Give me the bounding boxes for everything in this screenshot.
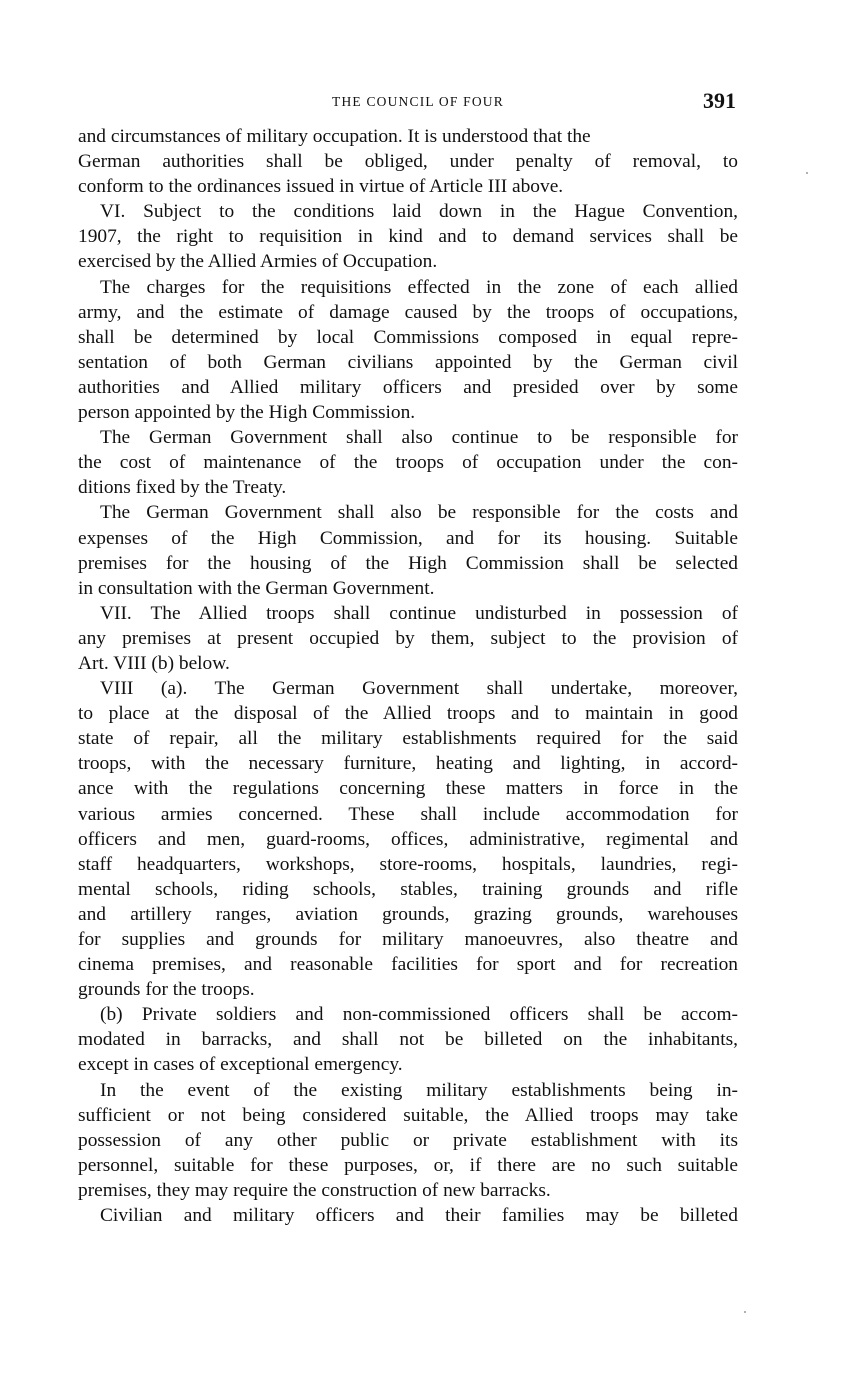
text-line: except in cases of exceptional emergency. <box>78 1054 403 1076</box>
text-line: in consultation with the German Government. <box>78 577 435 599</box>
book-page <box>78 88 738 1228</box>
text-line: expenses of the High Commission, and for its housing. Suitable <box>78 527 738 549</box>
text-line: VIII (a). The German Government shall undertake, moreover, <box>100 678 738 700</box>
text-line: any premises at present occupied by them, subject to the provision of <box>78 627 738 649</box>
text-line: cinema premises, and reasonable facilities for sport and for recreation <box>78 954 738 976</box>
text-line: modated in barracks, and shall not be billeted on the inhabitants, <box>78 1029 738 1051</box>
text-line: premises for the housing of the High Commission shall be selected <box>78 552 738 574</box>
text-line: The German Government shall also continue to be responsible for <box>100 427 738 449</box>
text-line: Civilian and military officers and their families may be billeted <box>100 1205 738 1227</box>
text-line: for supplies and grounds for military manoeuvres, also theatre and <box>78 929 738 950</box>
text-line: (b) Private soldiers and non-commissioned officers shall be accom- <box>100 1004 738 1026</box>
scan-speck <box>806 172 808 174</box>
scan-speck <box>744 1311 746 1313</box>
body-text <box>78 124 738 1228</box>
text-line: premises, they may require the construction of new barracks. <box>78 1179 551 1201</box>
text-line: staff headquarters, workshops, store-rooms, hospitals, laundries, regi- <box>78 853 738 875</box>
running-title: THE COUNCIL OF FOUR <box>332 94 504 109</box>
text-line: grounds for the troops. <box>78 979 255 1001</box>
text-line: army, and the estimate of damage caused by the troops of occupations, <box>78 301 738 323</box>
text-line: ance with the regulations concerning these matters in force in the <box>78 778 738 800</box>
text-line: state of repair, all the military establishments required for the said <box>78 728 738 750</box>
text-line: In the event of the existing military establishments being in- <box>100 1079 738 1101</box>
text-line: German authorities shall be obliged, under penalty of removal, to <box>78 151 738 173</box>
text-line: exercised by the Allied Armies of Occupation. <box>78 251 438 273</box>
text-line: possession of any other public or private establishment with its <box>78 1129 738 1151</box>
text-line: ditions fixed by the Treaty. <box>78 477 287 499</box>
text-line: sufficient or not being considered suitable, the Allied troops may take <box>78 1104 738 1126</box>
text-line: to place at the disposal of the Allied troops and to maintain in good <box>78 703 738 725</box>
text-line: and circumstances of military occupation. It is understood that the <box>78 126 591 147</box>
text-line: person appointed by the High Commission. <box>78 402 416 424</box>
running-head <box>78 88 738 122</box>
text-line: mental schools, riding schools, stables, training grounds and rifle <box>78 878 738 900</box>
text-line: The charges for the requisitions effected in the zone of each allied <box>100 276 738 298</box>
text-line: Art. VIII (b) below. <box>78 652 230 674</box>
text-line: officers and men, guard-rooms, offices, administrative, regimental and <box>78 828 738 850</box>
text-line: conform to the ordinances issued in virtue of Article III above. <box>78 176 564 198</box>
text-line: authorities and Allied military officers and presided over by some <box>78 376 738 398</box>
text-line: and artillery ranges, aviation grounds, grazing grounds, warehouses <box>78 903 738 925</box>
text-line: 1907, the right to requisition in kind and to demand services shall be <box>78 226 738 248</box>
text-line: VI. Subject to the conditions laid down in the Hague Convention, <box>100 201 738 223</box>
page-number: 391 <box>703 88 736 113</box>
text-line: shall be determined by local Commissions composed in equal repre- <box>78 326 738 348</box>
text-line: the cost of maintenance of the troops of occupation under the con- <box>78 452 738 474</box>
text-line: various armies concerned. These shall include accommodation for <box>78 803 738 825</box>
text-line: VII. The Allied troops shall continue undisturbed in possession of <box>100 602 738 624</box>
text-line: sentation of both German civilians appointed by the German civil <box>78 351 738 373</box>
text-line: The German Government shall also be responsible for the costs and <box>100 502 738 524</box>
text-line: personnel, suitable for these purposes, or, if there are no such suitable <box>78 1154 738 1176</box>
text-line: troops, with the necessary furniture, heating and lighting, in accord- <box>78 753 738 775</box>
